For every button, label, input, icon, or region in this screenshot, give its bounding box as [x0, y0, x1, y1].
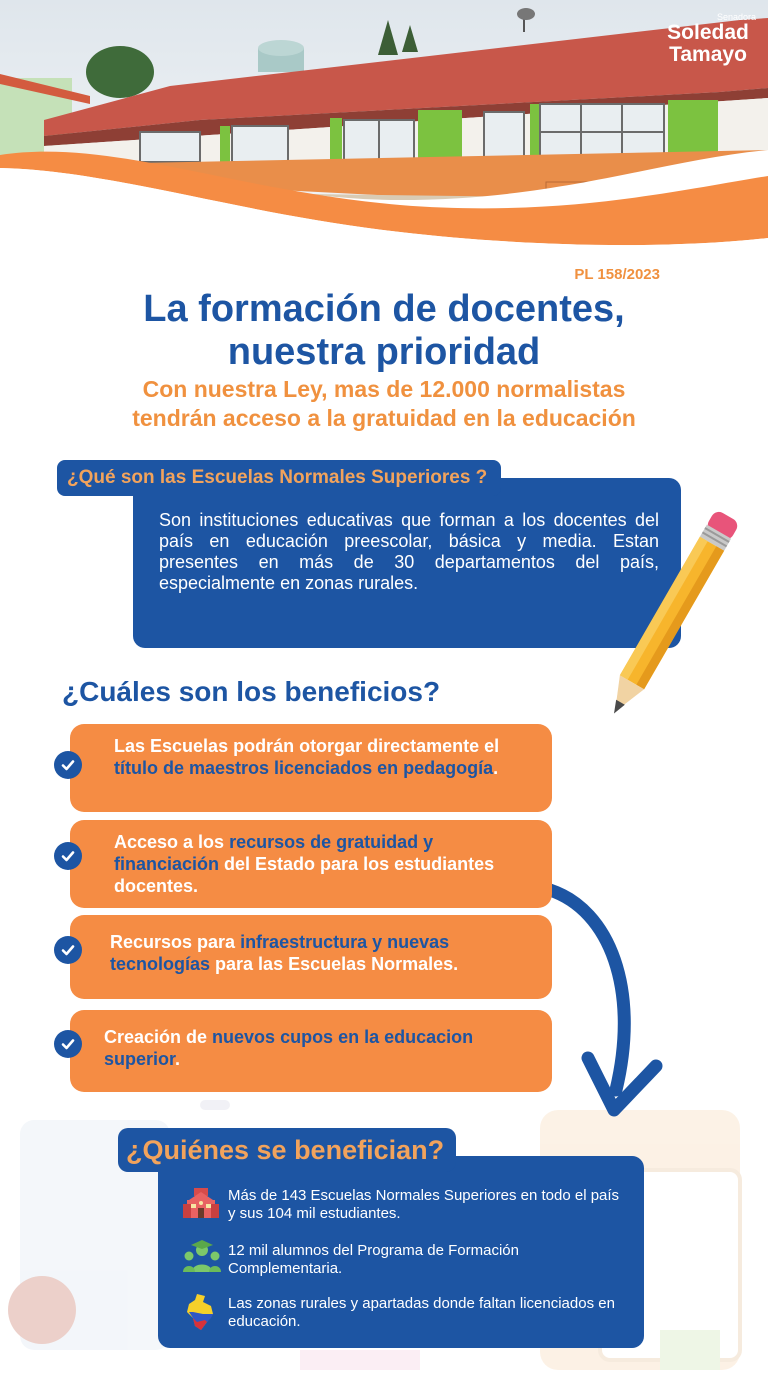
benefit-text-plain: . — [175, 1049, 181, 1069]
benefit-text-highlight: infraestructura y nuevas tecnologías — [110, 932, 450, 974]
benefit-text — [114, 831, 540, 897]
benefit-text — [104, 1026, 540, 1070]
benefit-text-plain: . — [493, 758, 499, 778]
benefits-heading: ¿Cuáles son los beneficios? — [62, 676, 441, 707]
benefit-text-plain: Creación de — [104, 1027, 213, 1047]
beneficiary-item: Más de 143 Escuelas Normales Superiores en todo el país y sus 104 mil estudiantes. — [228, 1187, 620, 1222]
benefit-text-highlight: nuevos cupos en la educacion superior — [104, 1027, 474, 1069]
colombia-map-icon — [183, 1292, 217, 1332]
header-photo — [0, 0, 768, 250]
graduates-icon — [183, 1240, 221, 1274]
benefit-text-plain: Las Escuelas podrán otorgar directamente el — [114, 736, 500, 756]
beneficiary-item: Las zonas rurales y apartadas donde faltan licenciados en educación. — [228, 1295, 615, 1330]
check-icon — [54, 936, 82, 964]
benefit-text-plain: para las Escuelas Normales. — [210, 954, 459, 974]
brand-name-last: Tamayo — [669, 43, 747, 66]
normal-schools-description-box — [133, 478, 681, 648]
check-icon — [54, 1030, 82, 1058]
school-building-icon — [183, 1186, 219, 1220]
benefit-text-plain: Acceso a los — [114, 832, 230, 852]
curved-arrow-icon — [540, 870, 680, 1130]
benefit-text-highlight: recursos de gratuidad y financiación — [114, 832, 434, 874]
benefit-card — [70, 915, 552, 999]
beneficiary-item: 12 mil alumnos del Programa de Formación Complementaria. — [228, 1242, 519, 1277]
benefit-card — [70, 724, 552, 812]
subtitle-line-2: tendrán acceso a la gratuidad en la educación — [132, 405, 636, 431]
brand-subtitle: Senadora — [716, 12, 756, 22]
main-title-line-1: La formación de docentes, — [143, 288, 625, 330]
benefit-card — [70, 1010, 552, 1092]
check-icon — [54, 842, 82, 870]
benefit-text-plain: del Estado para los estudiantes docentes. — [114, 854, 495, 896]
section-heading-beneficiaries: ¿Quiénes se benefician? — [118, 1128, 456, 1172]
normal-schools-description: Son instituciones educativas que forman a los docentes del país en educación preescolar, básica y media. Estan presentes en más de 30 departamentos del país, especialmente en zonas rurales. — [159, 510, 659, 593]
subtitle — [0, 375, 768, 433]
school-building-photo — [0, 0, 768, 250]
subtitle-line-1: Con nuestra Ley, mas de 12.000 normalistas — [142, 376, 626, 402]
check-icon — [54, 751, 82, 779]
benefit-text-plain: Recursos para — [110, 932, 241, 952]
main-title-line-2: nuestra prioridad — [227, 331, 541, 373]
benefit-card — [70, 820, 552, 908]
pencil-icon — [600, 498, 750, 738]
brand-name-first: Soledad — [667, 21, 749, 44]
benefit-text — [110, 931, 540, 975]
brand-logo — [658, 12, 758, 66]
section-heading-normal-schools: ¿Qué son las Escuelas Normales Superiores ? — [57, 460, 501, 496]
benefit-text — [114, 735, 540, 779]
bill-number: PL 158/2023 — [574, 266, 660, 283]
benefit-text-highlight: título de maestros licenciados en pedagogía — [114, 758, 494, 778]
